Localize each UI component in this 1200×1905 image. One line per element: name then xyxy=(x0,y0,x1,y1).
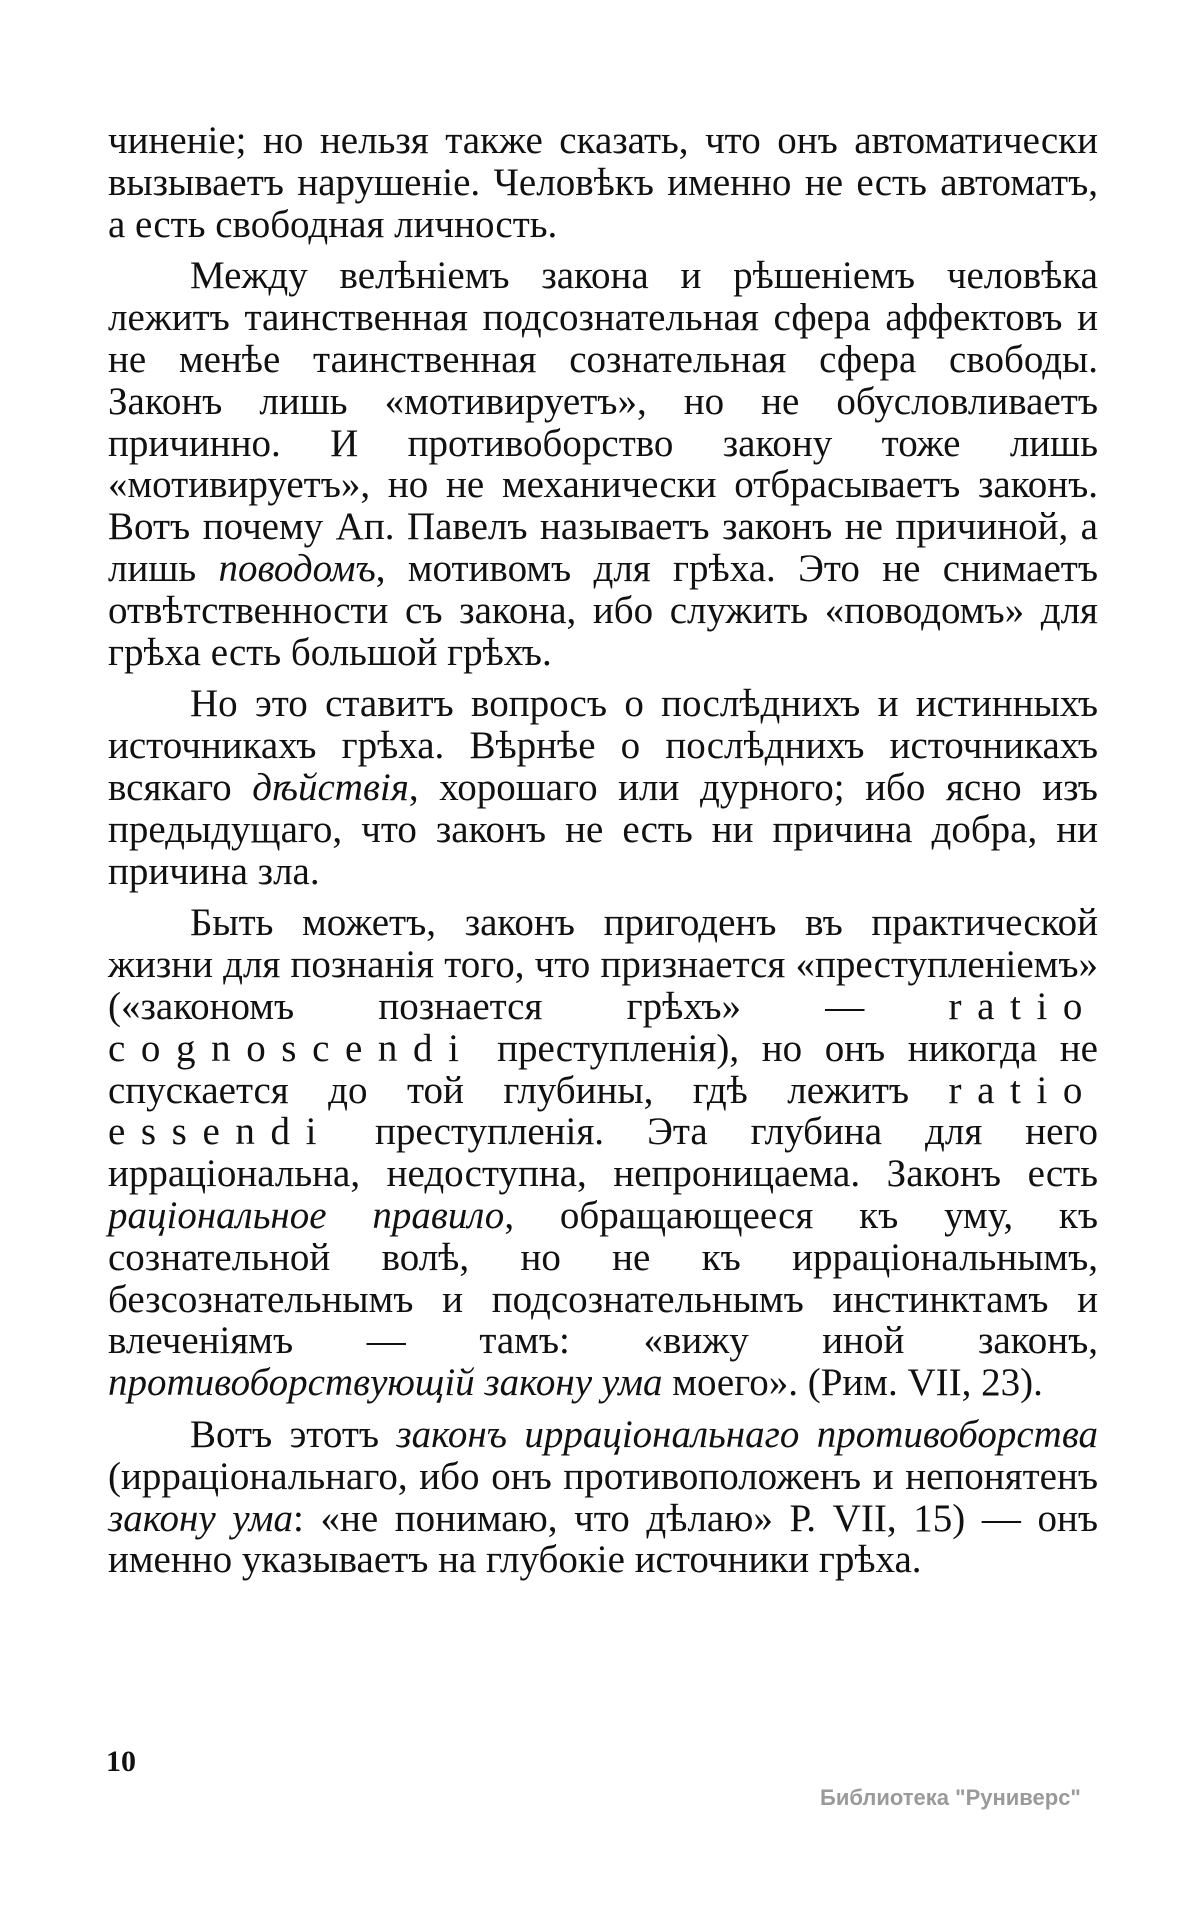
paragraph-5-text-a: Вотъ этотъ xyxy=(190,1412,397,1456)
paragraph-4-text-a: Быть можетъ, законъ пригоденъ въ практической жизни для познанія того, что признается «преступленіемъ» («закономъ познается грѣхъ» — xyxy=(108,901,1098,1028)
paragraph-5-italic-a: законъ ирраціональнаго противоборства xyxy=(396,1412,1098,1456)
paragraph-2-text-a: Между велѣніемъ закона и рѣшеніемъ человѣка лежитъ таинственная подсознательная сфера аффектовъ и не менѣе таинственная сознательная сфера свободы. Законъ лишь «мотивируетъ», но не обусловливаетъ причинно. И противоборство закону тоже лишь «мотивируетъ», но не механически отбрасываетъ законъ. Вотъ почему Ап. Павелъ называетъ законъ не причиной, а лишь xyxy=(108,254,1098,590)
paragraph-3-text-a: Но это ставитъ вопросъ о послѣднихъ и истинныхъ источникахъ грѣха. Вѣрнѣе о послѣднихъ источникахъ всякаго xyxy=(108,682,1098,809)
library-watermark: Библиотека "Руниверс" xyxy=(820,1785,1081,1810)
latin-ratio-cognoscendi: ratio cognoscendi xyxy=(108,984,1098,1070)
paragraph-2 xyxy=(108,255,1098,673)
paragraph-3-italic: дѣйствія xyxy=(252,765,409,809)
paragraph-3 xyxy=(108,683,1098,892)
latin-ratio-essendi: ratio essendi xyxy=(108,1068,1098,1154)
page-body xyxy=(108,120,1098,1591)
paragraph-4-text-d: , обращающееся къ уму, къ сознательной волѣ, но не къ ирраціональнымъ, безсознательнымъ и подсознательнымъ инстинктамъ и влеченіямъ — тамъ: «вижу иной законъ, xyxy=(108,1193,1098,1363)
paragraph-4-text-e: моего». (Рим. VII, 23). xyxy=(662,1361,1043,1405)
paragraph-5-text-b: (ирраціональнаго, ибо онъ противоположенъ и непонятенъ xyxy=(108,1454,1098,1498)
paragraph-4-text-b: преступленія), но онъ никогда не спускается до той глубины, гдѣ лежитъ xyxy=(108,1026,1098,1112)
paragraph-4-italic-a: раціональное правило xyxy=(108,1193,505,1237)
page-number: 10 xyxy=(106,1745,136,1778)
paragraph-4-text-c: преступленія. Эта глубина для него ирраціональна, недоступна, непроницаема. Законъ есть xyxy=(108,1110,1098,1196)
paragraph-5-italic-b: закону ума xyxy=(108,1496,293,1540)
paragraph-3-text-b: , хорошаго или дурного; ибо ясно изъ предыдущаго, что законъ не есть ни причина добра, ни причина зла. xyxy=(108,765,1098,893)
paragraph-1 xyxy=(108,120,1098,245)
paragraph-5 xyxy=(108,1414,1098,1581)
paragraph-5-text-c: : «не понимаю, что дѣлаю» Р. VII, 15) — онъ именно указываетъ на глубокіе источники грѣха. xyxy=(108,1496,1098,1582)
paragraph-2-italic: поводомъ xyxy=(218,546,376,590)
paragraph-1-text: чиненіе; но нельзя также сказать, что онъ автоматически вызываетъ нарушеніе. Человѣкъ именно не есть автоматъ, а есть свободная личность. xyxy=(108,119,1098,246)
paragraph-4 xyxy=(108,902,1098,1404)
paragraph-2-text-b: , мотивомъ для грѣха. Это не снимаетъ отвѣтственности съ закона, ибо служить «поводомъ» для грѣха есть большой грѣхъ. xyxy=(108,546,1099,674)
paragraph-4-italic-b: противоборствующій закону ума xyxy=(108,1361,663,1405)
